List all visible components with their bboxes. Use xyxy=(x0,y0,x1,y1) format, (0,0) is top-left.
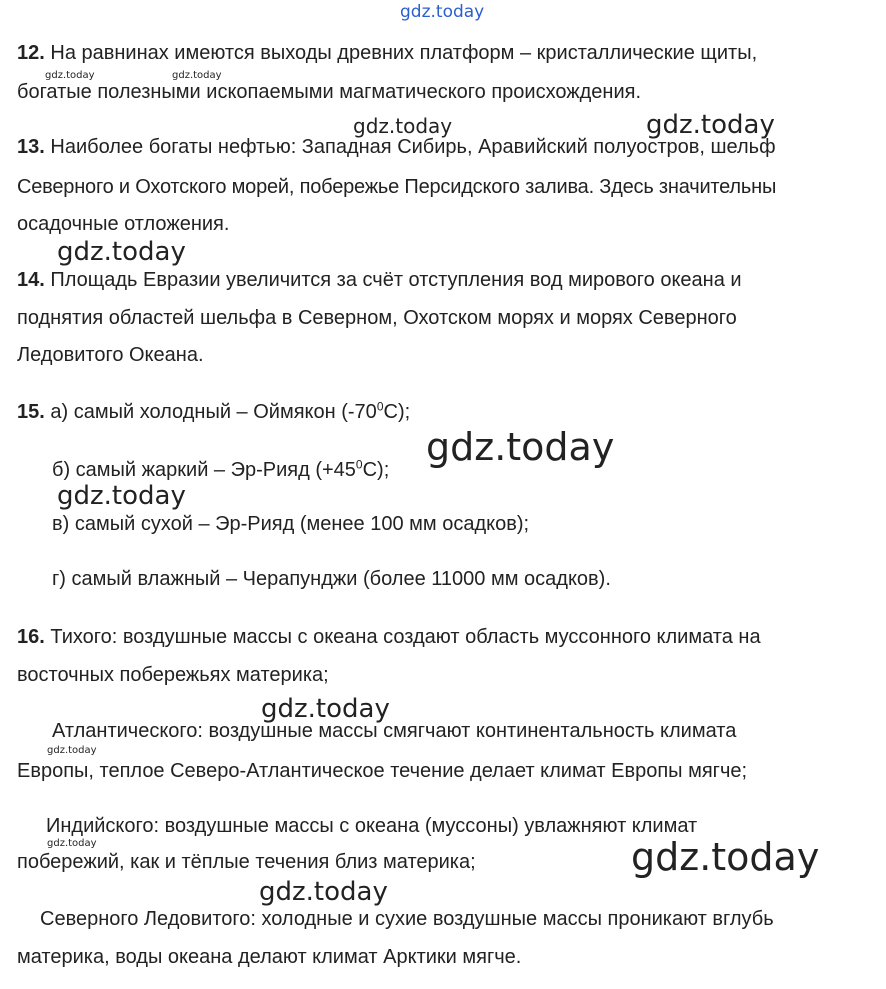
watermark-medium: gdz.today xyxy=(259,877,388,907)
watermark-medium: gdz.today xyxy=(646,110,775,140)
watermark-medium: gdz.today xyxy=(57,237,186,267)
paragraph-15-b xyxy=(52,458,389,482)
text: б) самый жаркий – Эр-Рияд (+45 xyxy=(52,459,356,481)
text: С); xyxy=(383,401,411,423)
paragraph-12-line-1 xyxy=(17,41,757,65)
text: С); xyxy=(362,459,390,481)
text: Наиболее богаты нефтью: Западная Сибирь, Аравийский полуостров, шельф xyxy=(50,136,776,158)
paragraph-15-d: г) самый влажный – Черапунджи (более 11000 мм осадков). xyxy=(52,568,611,590)
watermark-tiny: gdz.today xyxy=(172,70,222,81)
watermark-tiny: gdz.today xyxy=(45,70,95,81)
degree-sup: 0 xyxy=(355,457,363,472)
item-number: 13. xyxy=(17,136,45,158)
paragraph-16-line-7: Северного Ледовитого: холодные и сухие воздушные массы проникают вглубь xyxy=(40,908,774,930)
paragraph-13-line-3: осадочные отложения. xyxy=(17,213,230,235)
paragraph-13-line-1 xyxy=(17,135,776,159)
paragraph-13-line-2: Северного и Охотского морей, побережье Персидского залива. Здесь значительны xyxy=(17,176,777,198)
paragraph-16-line-3: Атлантического: воздушные массы смягчают континентальность климата xyxy=(52,720,737,742)
paragraph-14-line-2: поднятия областей шельфа в Северном, Охотском морях и морях Северного xyxy=(17,307,737,329)
item-number: 16. xyxy=(17,626,45,648)
paragraph-16-line-6: побережий, как и тёплые течения близ материка; xyxy=(17,851,476,873)
watermark-top: gdz.today xyxy=(400,2,485,22)
text: Площадь Евразии увеличится за счёт отступления вод мирового океана и xyxy=(50,269,742,291)
watermark-large: gdz.today xyxy=(426,425,615,469)
paragraph-16-line-5: Индийского: воздушные массы с океана (муссоны) увлажняют климат xyxy=(46,815,698,837)
item-number: 12. xyxy=(17,42,45,64)
paragraph-16-line-4: Европы, теплое Северо-Атлантическое течение делает климат Европы мягче; xyxy=(17,760,748,782)
item-number: 14. xyxy=(17,269,45,291)
text: а) самый холодный – Оймякон (-70 xyxy=(50,401,377,423)
text: Тихого: воздушные массы с океана создают область муссонного климата на xyxy=(50,626,761,648)
paragraph-15-c: в) самый сухой – Эр-Рияд (менее 100 мм осадков); xyxy=(52,513,530,535)
text: На равнинах имеются выходы древних платформ – кристаллические щиты, xyxy=(50,42,758,64)
watermark-tiny: gdz.today xyxy=(47,838,97,849)
paragraph-16-line-1 xyxy=(17,625,761,649)
watermark-medium: gdz.today xyxy=(261,694,390,724)
item-number: 15. xyxy=(17,401,45,423)
paragraph-14-line-1 xyxy=(17,268,742,292)
paragraph-14-line-3: Ледовитого Океана. xyxy=(17,344,204,366)
watermark-medium: gdz.today xyxy=(57,481,186,511)
watermark-tiny: gdz.today xyxy=(47,745,97,756)
paragraph-12-line-2: богатые полезными ископаемыми магматического происхождения. xyxy=(17,81,642,103)
paragraph-15-a xyxy=(17,400,410,424)
paragraph-16-line-8: материка, воды океана делают климат Арктики мягче. xyxy=(17,946,522,968)
watermark-small: gdz.today xyxy=(353,114,453,138)
paragraph-16-line-2: восточных побережьях материка; xyxy=(17,664,329,686)
watermark-large: gdz.today xyxy=(631,835,820,879)
degree-sup: 0 xyxy=(376,399,384,414)
